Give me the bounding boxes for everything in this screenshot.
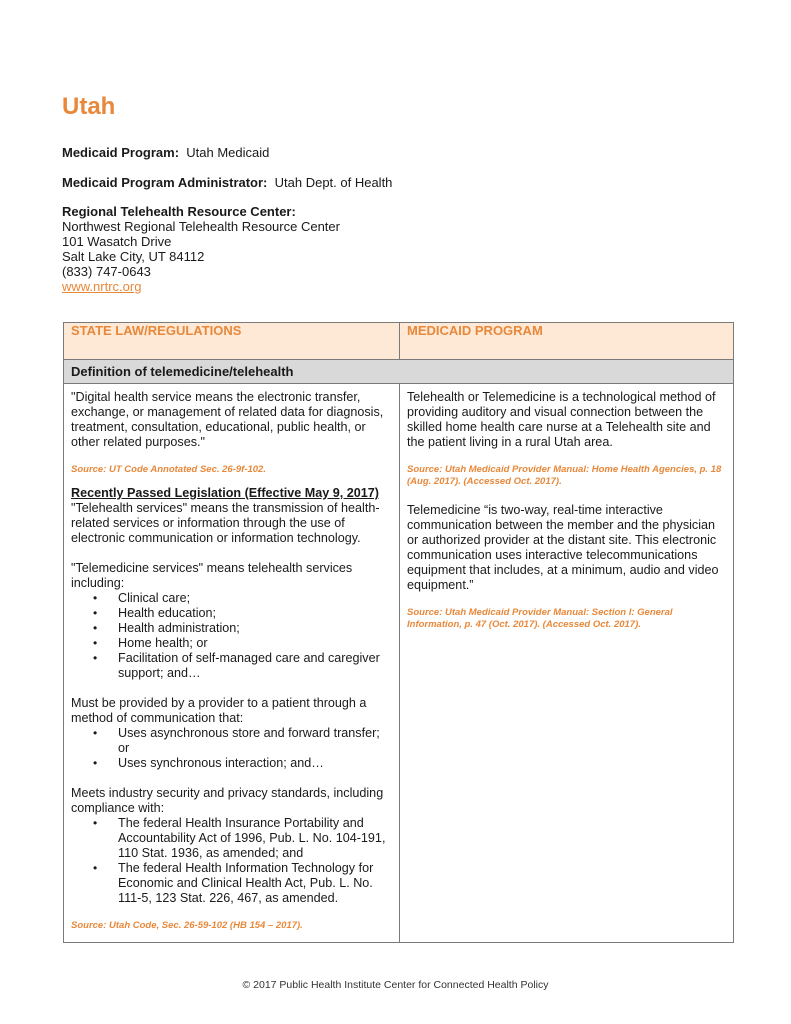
list-item-text: Health education;	[118, 606, 217, 620]
list-item	[93, 636, 392, 651]
rtrc-info	[62, 204, 340, 294]
list-item-text: Facilitation of self-managed care and caregiver support; and…	[118, 651, 380, 680]
security-standards-list	[71, 816, 392, 906]
security-intro: Meets industry security and privacy standards, including compliance with:	[71, 786, 384, 815]
list-item-text: Uses asynchronous store and forward transfer; or	[118, 726, 380, 755]
bullet-icon: •	[93, 651, 98, 665]
list-item-text: Health administration;	[118, 621, 240, 635]
state-law-cell	[64, 384, 400, 943]
medicaid-program-label: Medicaid Program:	[62, 145, 180, 160]
medicaid-program-info	[62, 145, 269, 160]
telemedicine-medicaid-definition: Telemedicine “is two-way, real-time interactive communication between the member and the physician or authorized provider at the distant site. This electronic communication uses interactive telecommunications equipment that includes, at a minimum, audio and video equipment.”	[407, 503, 719, 592]
list-item	[93, 591, 392, 606]
rtrc-address-line1: 101 Wasatch Drive	[62, 234, 172, 249]
rtrc-name: Northwest Regional Telehealth Resource Center	[62, 219, 340, 234]
bullet-icon: •	[93, 816, 98, 830]
list-item-text: The federal Health Information Technology for Economic and Clinical Health Act, Pub. L. No. 111-5, 123 Stat. 226, 467, as amended.	[118, 861, 374, 905]
bullet-icon: •	[93, 861, 98, 875]
digital-health-definition: "Digital health service means the electronic transfer, exchange, or management of related data for diagnosis, treatment, consultation, educational, public health, or other related purposes."	[71, 390, 384, 449]
list-item	[93, 756, 392, 771]
medicaid-program-value: Utah Medicaid	[186, 145, 270, 160]
rtrc-website-link[interactable]: www.nrtrc.org	[62, 279, 142, 294]
list-item-text: Clinical care;	[118, 591, 191, 605]
communication-method-list	[71, 726, 392, 771]
administrator-info	[62, 175, 392, 190]
rtrc-phone: (833) 747-0643	[62, 264, 151, 279]
medicaid-program-cell	[400, 384, 734, 943]
list-item	[93, 726, 392, 756]
administrator-value: Utah Dept. of Health	[274, 175, 393, 190]
list-item	[93, 651, 392, 681]
section-row	[64, 360, 734, 384]
source-citation: Source: Utah Medicaid Provider Manual: Home Health Agencies, p. 18 (Aug. 2017). (Accessed Oct. 2017).	[407, 464, 722, 487]
telemedicine-services-list	[71, 591, 392, 681]
header-state-law: STATE LAW/REGULATIONS	[64, 323, 400, 360]
rtrc-address-line2: Salt Lake City, UT 84112	[62, 249, 205, 264]
list-item	[93, 861, 392, 906]
provider-intro: Must be provided by a provider to a patient through a method of communication that:	[71, 696, 367, 725]
source-citation: Source: Utah Medicaid Provider Manual: Section I: General Information, p. 47 (Oct. 2017). (Accessed Oct. 2017).	[407, 607, 673, 630]
telehealth-policy-table	[63, 322, 734, 943]
table-row	[64, 384, 734, 943]
list-item-text: Uses synchronous interaction; and…	[118, 756, 324, 770]
bullet-icon: •	[93, 756, 98, 770]
list-item	[93, 606, 392, 621]
telehealth-services-definition: "Telehealth services" means the transmission of health-related services or information through the use of electronic communication or information technology.	[71, 501, 380, 545]
list-item	[93, 621, 392, 636]
source-citation: Source: UT Code Annotated Sec. 26-9f-102.	[71, 464, 266, 475]
page-title: Utah	[62, 93, 116, 120]
copyright-footer: © 2017 Public Health Institute Center for Connected Health Policy	[242, 979, 549, 991]
legislation-heading: Recently Passed Legislation (Effective May 9, 2017)	[71, 486, 379, 500]
bullet-icon: •	[93, 726, 98, 740]
source-citation: Source: Utah Code, Sec. 26-59-102 (HB 154 – 2017).	[71, 920, 303, 931]
list-item-text: Home health; or	[118, 636, 208, 650]
header-medicaid-program: MEDICAID PROGRAM	[400, 323, 734, 360]
bullet-icon: •	[93, 636, 98, 650]
list-item-text: The federal Health Insurance Portability and Accountability Act of 1996, Pub. L. No. 104-191, 110 Stat. 1936, as amended; and	[118, 816, 386, 860]
telehealth-medicaid-definition: Telehealth or Telemedicine is a technological method of providing auditory and visual connection between the skilled home health care nurse at a Telehealth site and the patient living in a rural Utah area.	[407, 390, 716, 449]
section-title: Definition of telemedicine/telehealth	[64, 360, 734, 384]
telemedicine-intro: "Telemedicine services" means telehealth services including:	[71, 561, 353, 590]
administrator-label: Medicaid Program Administrator:	[62, 175, 268, 190]
bullet-icon: •	[93, 591, 98, 605]
bullet-icon: •	[93, 606, 98, 620]
table-header-row	[64, 323, 734, 360]
list-item	[93, 816, 392, 861]
bullet-icon: •	[93, 621, 98, 635]
rtrc-label: Regional Telehealth Resource Center:	[62, 204, 296, 219]
